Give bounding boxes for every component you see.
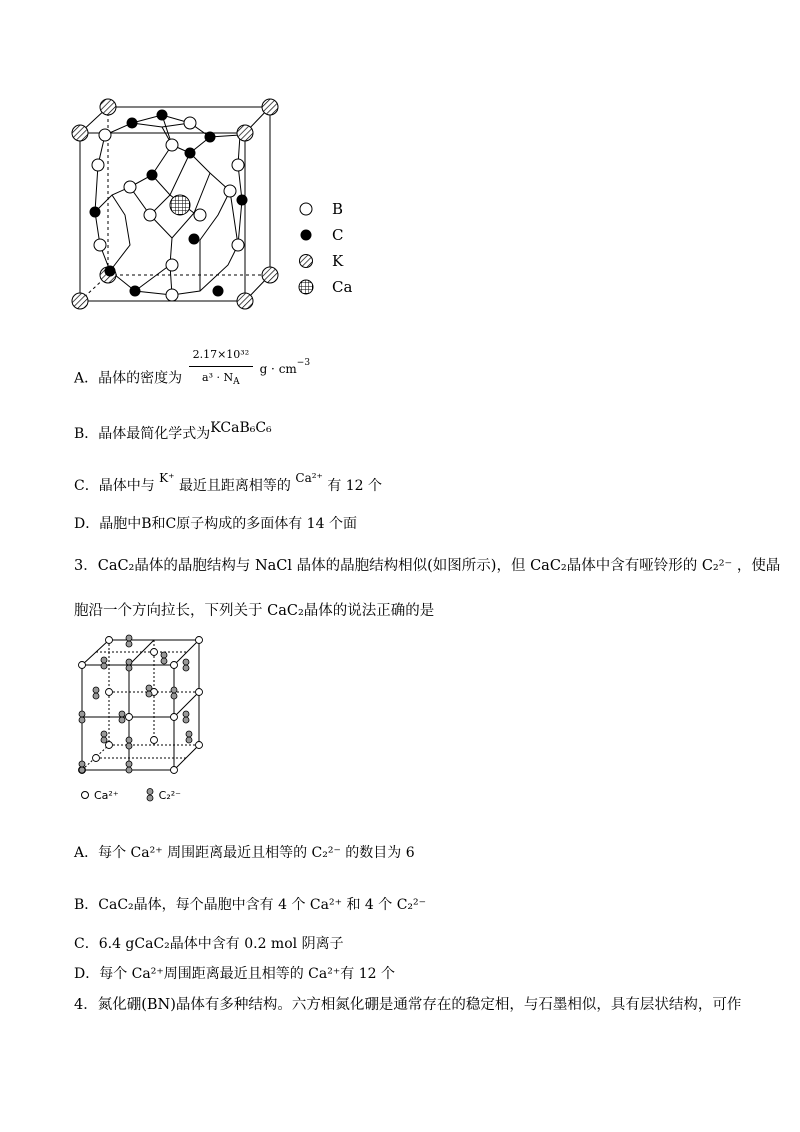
legend-item-c: C (298, 222, 352, 248)
crystal-cell-figure (70, 95, 280, 315)
option-3c: C．6.4 gCaC₂晶体中含有 0.2 mol 阴离子 (74, 936, 344, 952)
question-3-stem-line2: 胞沿一个方向拉长，下列关于 CaC₂晶体的说法正确的是 (74, 603, 435, 619)
ca-ion-icon (80, 790, 90, 800)
grid-circle-icon (298, 279, 314, 295)
option-3b: B．CaC₂晶体，每个晶胞中含有 4 个 Ca²⁺ 和 4 个 C₂²⁻ (74, 897, 427, 913)
question-4-stem-line1: 4．氮化硼(BN)晶体有多种结构。六方相氮化硼是通常存在的稳定相，与石墨相似，具有层状结构，可作 (74, 997, 742, 1013)
option-2b: B．晶体最简化学式为KCaB₆C₆ (74, 420, 272, 442)
option-2c: C．晶体中与 K⁺ 最近且距离相等的 Ca²⁺ 有 12 个 (74, 471, 383, 494)
question-3-stem-line1: 3．CaC₂晶体的晶胞结构与 NaCl 晶体的晶胞结构相似(如图所示)，但 CaC₂晶体中含有哑铃形的 C₂²⁻ ，使晶 (74, 558, 781, 574)
filled-circle-icon (298, 227, 314, 243)
option-3d: D．每个 Ca²⁺周围距离最近且相等的 Ca²⁺有 12 个 (74, 966, 395, 982)
option-3a: A．每个 Ca²⁺ 周围距离最近且相等的 C₂²⁻ 的数目为 6 (74, 845, 415, 861)
legend-item-k: K (298, 248, 352, 274)
option-2a: A．晶体的密度为 $\frac{\text{2.17×10³²}}{a^3 \cdot N_A}$ $g \cdot cm^{-3}$ (74, 355, 310, 402)
legend-item-b: B (298, 196, 352, 222)
hollow-circle-icon (298, 201, 314, 217)
c2-ion-icon (145, 787, 155, 803)
cac2-cell-figure (74, 630, 204, 785)
legend-item-ca: Ca (298, 274, 352, 300)
cac2-legend: Ca²⁺ C₂²⁻ (80, 787, 181, 803)
density-fraction: $\frac{\text{2.17×10³²}}{a^3 \cdot N_A}$ (189, 345, 254, 392)
hatched-circle-icon (298, 253, 314, 269)
figure1-legend (298, 196, 352, 300)
option-2d: D．晶胞中B和C原子构成的多面体有 14 个面 (74, 516, 357, 532)
